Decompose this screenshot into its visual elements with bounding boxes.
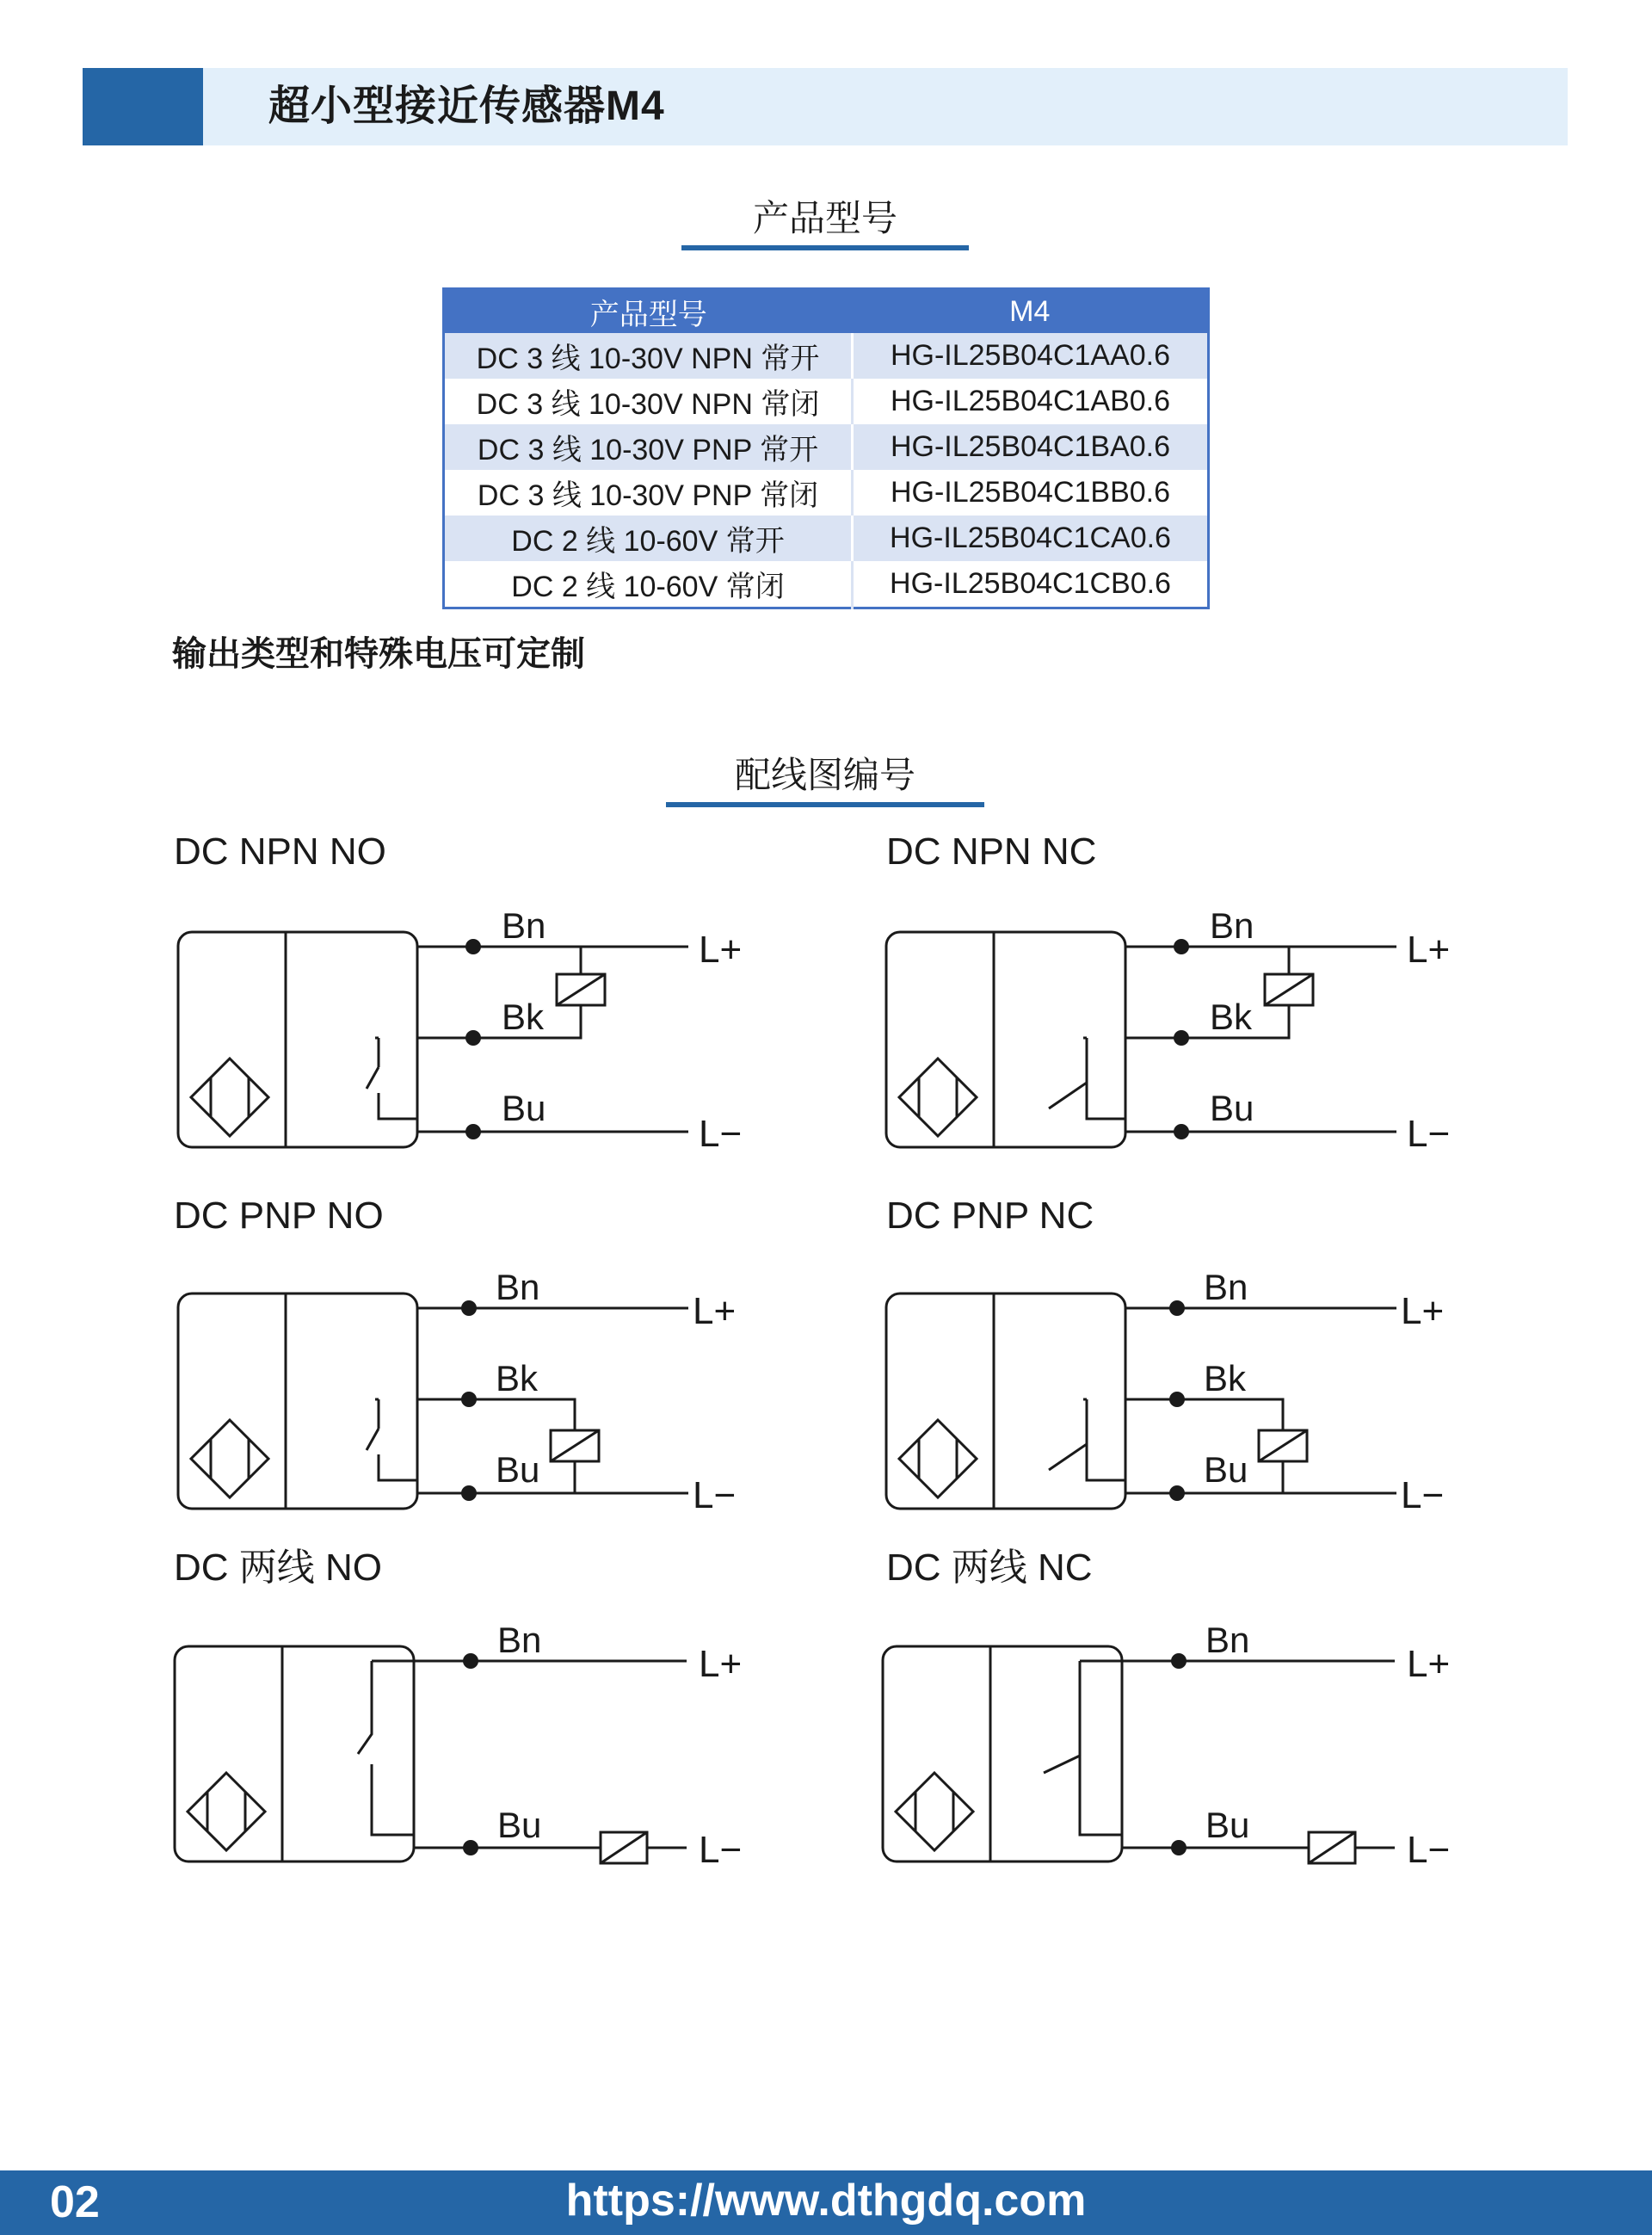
table-header-row (444, 289, 1209, 334)
table-cell-model: HG-IL25B04C1CB0.6 (853, 561, 1209, 608)
table-row (444, 379, 1209, 424)
wiring-diagram-pnp-nc (880, 1256, 1482, 1515)
sensor-body (175, 1646, 414, 1861)
sensor-body (178, 1293, 417, 1509)
wire-label-bu: Bu (1204, 1449, 1248, 1490)
black-wire (1181, 1399, 1283, 1430)
diagram-title-2wire-nc: DC 两线 NC (886, 1547, 1093, 1589)
section-title-wiring: 配线图编号 (734, 755, 915, 795)
diagram-title-npn-nc: DC NPN NC (886, 830, 1097, 873)
terminal-minus: L− (699, 1113, 743, 1155)
wire-label-bn: Bn (1204, 1267, 1248, 1307)
sensor-body (883, 1646, 1122, 1861)
wiring-diagram-npn-no (172, 895, 774, 1153)
table-cell-type: DC 3 线 10-30V PNP 常闭 (444, 470, 853, 516)
table-cell-model: HG-IL25B04C1AB0.6 (853, 379, 1209, 424)
sensor-target-symbol (899, 1059, 977, 1136)
terminal-minus: L− (1407, 1829, 1451, 1871)
table-row (444, 561, 1209, 608)
header-accent-block (83, 68, 203, 145)
table-header-cell: M4 (853, 289, 1209, 334)
wire-label-bn: Bn (1210, 905, 1254, 946)
page-number: 02 (50, 2177, 100, 2227)
table-cell-type: DC 2 线 10-60V 常闭 (444, 561, 853, 608)
wiring-diagram-pnp-no (172, 1256, 774, 1515)
terminal-plus: L+ (1401, 1290, 1445, 1332)
sensor-target-symbol (191, 1059, 268, 1136)
switch-wiring (1049, 1308, 1181, 1493)
sensor-body (886, 932, 1125, 1147)
wiring-diagram-npn-nc (880, 895, 1482, 1153)
terminal-minus: L− (693, 1474, 737, 1516)
table-row (444, 516, 1209, 561)
wire-label-bu: Bu (1210, 1088, 1254, 1128)
sensor-target-symbol (899, 1420, 977, 1497)
switch-wiring (367, 947, 473, 1132)
sensor-body (178, 932, 417, 1147)
wiring-diagram-2wire-nc (880, 1609, 1482, 1871)
wire-label-bu: Bu (496, 1449, 540, 1490)
wire-label-bu: Bu (497, 1805, 542, 1845)
table-cell-type: DC 3 线 10-30V NPN 常闭 (444, 379, 853, 424)
terminal-minus: L− (699, 1829, 743, 1871)
wire-label-bk: Bk (1210, 997, 1253, 1037)
wire-label-bn: Bn (496, 1267, 540, 1307)
black-wire (473, 1399, 575, 1430)
sensor-target-symbol (188, 1773, 265, 1850)
wire-label-bu: Bu (1205, 1805, 1250, 1845)
table-cell-model: HG-IL25B04C1CA0.6 (853, 516, 1209, 561)
section-underline-model (681, 245, 969, 250)
wire-label-bn: Bn (1205, 1620, 1250, 1660)
switch-wiring (1044, 1661, 1179, 1848)
sensor-target-symbol (191, 1420, 268, 1497)
sensor-target-symbol (896, 1773, 973, 1850)
terminal-minus: L− (1401, 1474, 1445, 1516)
table-header-cell: 产品型号 (444, 289, 853, 334)
sensor-body (886, 1293, 1125, 1509)
page-title: 超小型接近传感器M4 (268, 83, 665, 129)
wire-label-bk: Bk (1204, 1358, 1247, 1398)
section-underline-wiring (666, 802, 984, 807)
table-cell-model: HG-IL25B04C1BA0.6 (853, 424, 1209, 470)
terminal-plus: L+ (699, 929, 743, 971)
table-cell-type: DC 3 线 10-30V PNP 常开 (444, 424, 853, 470)
wire-label-bk: Bk (496, 1358, 539, 1398)
table-cell-type: DC 2 线 10-60V 常开 (444, 516, 853, 561)
section-title-model: 产品型号 (752, 198, 897, 238)
website-url[interactable]: https://www.dthgdq.com (565, 2176, 1087, 2226)
diagram-title-2wire-no: DC 两线 NO (174, 1547, 382, 1589)
diagram-title-pnp-no: DC PNP NO (174, 1195, 384, 1237)
table-cell-model: HG-IL25B04C1BB0.6 (853, 470, 1209, 516)
diagram-title-pnp-nc: DC PNP NC (886, 1195, 1094, 1237)
table-cell-model: HG-IL25B04C1AA0.6 (853, 333, 1209, 379)
wire-label-bk: Bk (502, 997, 545, 1037)
diagram-title-npn-no: DC NPN NO (174, 830, 386, 873)
switch-wiring (367, 1308, 473, 1493)
table-row (444, 470, 1209, 516)
table-row (444, 333, 1209, 379)
wiring-diagram-2wire-no (172, 1609, 774, 1871)
terminal-plus: L+ (693, 1290, 737, 1332)
terminal-plus: L+ (1407, 1643, 1451, 1685)
table-row (444, 424, 1209, 470)
wire-label-bn: Bn (502, 905, 546, 946)
terminal-plus: L+ (699, 1643, 743, 1685)
wire-label-bn: Bn (497, 1620, 542, 1660)
customization-note: 输出类型和特殊电压可定制 (172, 635, 585, 673)
model-table (442, 287, 1210, 609)
terminal-plus: L+ (1407, 929, 1451, 971)
table-cell-type: DC 3 线 10-30V NPN 常开 (444, 333, 853, 379)
switch-wiring (1049, 947, 1181, 1132)
wire-label-bu: Bu (502, 1088, 546, 1128)
terminal-minus: L− (1407, 1113, 1451, 1155)
